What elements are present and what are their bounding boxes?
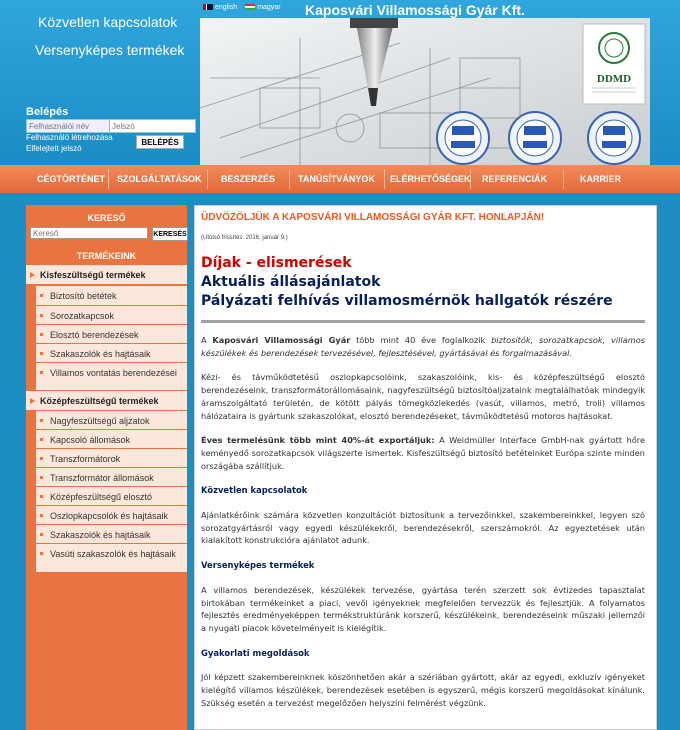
nav-company-history[interactable]: CÉGTÖRTÉNET xyxy=(37,174,106,184)
menu-item-terminal-blocks[interactable]: Sorozatkapcsok xyxy=(36,306,187,325)
competitive-paragraph: A villamos berendezések, készülékek tervezése, gyártása terén szerzett sok évtizedes tapasztalat birtokában termékeinket a piaci, vevői igényeknek megfelelően tervezzük és fejlesztjük. A folyamatos fejlesztés eredményeképpen termékstruktúránk korszerű, készülékeink, berendezéseink műszaki jellemzői a nyugati piacok követelményeit is kielégítik. xyxy=(201,584,645,633)
intro-text xyxy=(201,334,645,721)
main-nav xyxy=(0,165,680,193)
menu-item-fuses[interactable]: Biztosító betétek xyxy=(36,286,187,306)
tuv-seal-1 xyxy=(437,112,489,164)
nav-career[interactable]: KARRIER xyxy=(580,174,622,184)
jobs-link[interactable]: Aktuális állásajánlatok xyxy=(201,274,381,290)
certificate-image xyxy=(583,24,645,104)
register-link[interactable]: Felhasználó létrehozása xyxy=(26,133,113,142)
search-title: KERESŐ xyxy=(87,213,126,223)
practical-paragraph: Jól képzett szakembereinknek köszönhetően akár a szériában gyártott, akár az egyedi, exkluzív igényeket kielégítő villamos készülékek, berendezések esetében is egyszerű, mégis korszerű megoldásokat kínálunk. Szükség esetén a tervezést megelőzően helyszíni felmérést végzünk. xyxy=(201,672,645,708)
nav-separator xyxy=(108,169,109,189)
login-button[interactable]: BELÉPÉS xyxy=(136,135,184,149)
nav-separator xyxy=(384,169,385,189)
menu-item-mv-distribution[interactable]: Középfeszültségű elosztó xyxy=(36,487,187,506)
nav-separator xyxy=(289,169,290,189)
forgot-password-link[interactable]: Elfelejtett jelszó xyxy=(26,144,82,153)
menu-medium-voltage[interactable]: Középfeszültségű termékek xyxy=(26,391,187,411)
menu-item-distribution[interactable]: Elosztó berendezések xyxy=(36,325,187,344)
nav-references[interactable]: REFERENCIÁK xyxy=(482,174,548,184)
products-title: TERMÉKEINK xyxy=(76,251,137,261)
login-title: Belépés xyxy=(26,106,69,118)
lang-hungarian-link[interactable]: magyar xyxy=(245,4,280,11)
language-switcher xyxy=(203,4,281,11)
hungary-flag-icon xyxy=(245,4,255,10)
menu-item-railway-disconnectors[interactable]: Vasúti szakaszolók és hajtásaik xyxy=(36,544,187,573)
right-margin xyxy=(663,205,680,730)
company-name: Kaposvári Villamossági Gyár Kft. xyxy=(305,2,525,18)
left-sidebar xyxy=(26,205,187,730)
nav-separator xyxy=(207,169,208,189)
menu-item-mv-disconnectors[interactable]: Szakaszolók és hajtásaik xyxy=(36,525,187,544)
welcome-heading: ÜDVÖZÖLJÜK A KAPOSVÁRI VILLAMOSSÁGI GYÁR KFT. HONLAPJÁN! xyxy=(201,212,545,223)
nav-separator xyxy=(563,169,564,189)
competitive-heading: Versenyképes termékek xyxy=(201,560,315,571)
tuv-seal-2 xyxy=(509,112,561,164)
lang-english-link[interactable]: english xyxy=(203,4,237,11)
menu-item-transformers[interactable]: Transzformátorok xyxy=(36,449,187,468)
slogan-competitive: Versenyképes termékek xyxy=(35,42,185,58)
username-input[interactable] xyxy=(27,120,109,132)
menu-item-pole-switches[interactable]: Oszlopkapcsolók és hajtásaik xyxy=(36,506,187,525)
nav-services[interactable]: SZOLGÁLTATÁSOK xyxy=(117,174,202,184)
nav-certificates[interactable]: TANÚSÍTVÁNYOK xyxy=(298,174,375,184)
login-form xyxy=(26,119,196,133)
header xyxy=(0,0,680,165)
main-content xyxy=(194,205,657,730)
blueprint-pen-image xyxy=(200,18,650,165)
products-paragraph: Kézi- és távműködtetésű oszlopkapcsolóink, szakaszolóink, kis- és középfeszültségű elosztó berendezéseink, transzformátorállomásaink, nagyfeszültségű biztosítóaljzataink megtalálhatóak mindegyik áramszolgáltató területén, de kötött pályás tömegközlekedés (vasút, villamos, metró, troli) villamos hálózataira is gyártunk szakaszolókat, elosztó berendezéseket, távműködtetésű motoros hajtásokat. xyxy=(201,372,645,421)
menu-item-disconnectors[interactable]: Szakaszolók és hajtásaik xyxy=(36,344,187,363)
search-input[interactable] xyxy=(30,227,148,239)
nav-procurement[interactable]: BESZERZÉS xyxy=(221,174,276,184)
export-paragraph: Éves termelésünk több mint 40%-át exportáljuk: A Weidmüller Interface GmbH-nak gyártott hőre keményedő sorozatkapcsok világszerte ismertek. Kisfeszültségű biztosító betéteinket Európa szinte minden országába szállítjuk. xyxy=(201,435,645,471)
awards-link[interactable]: Díjak - elismerések xyxy=(201,255,352,271)
direct-heading: Közvetlen kapcsolatok xyxy=(201,485,308,496)
password-input[interactable] xyxy=(109,120,192,132)
divider xyxy=(201,320,645,323)
tuv-seal-3 xyxy=(588,112,640,164)
uk-flag-icon xyxy=(203,4,213,10)
menu-low-voltage[interactable]: Kisfeszültségű termékek xyxy=(26,265,187,285)
menu-item-hv-sockets[interactable]: Nagyfeszültségű aljzatok xyxy=(36,411,187,430)
direct-paragraph: Ajánlatkérőink számára közvetlen konzultációt biztosítunk a tervezőinkkel, szakembereinkkel, legyen szó sorozatgyártásról vagy egyedi készülékekről, berendezésekről, szerszámokról. Az egyeztetések után kialakított konstrukcióra ajánlatot adunk. xyxy=(201,510,645,546)
last-updated: (Utolsó frissítés: 2016. január 9.) xyxy=(201,235,288,241)
menu-item-transformer-stations[interactable]: Transzformátor állomások xyxy=(36,468,187,487)
intro-paragraph: A Kaposvári Villamossági Gyár több mint 40 éve foglalkozik biztosítók, sorozatkapcsok, villamos készülékek és berendezések tervezésével, fejlesztésével, gyártásával és forgalmazásával. xyxy=(201,335,645,358)
nav-contacts[interactable]: ELÉRHETŐSÉGEK xyxy=(390,174,471,184)
tender-link[interactable]: Pályázati felhívás villamosmérnök hallgatók részére xyxy=(201,293,613,309)
menu-item-switching-stations[interactable]: Kapcsoló állomások xyxy=(36,430,187,449)
menu-item-traction[interactable]: Villamos vontatás berendezései xyxy=(36,363,187,391)
nav-separator xyxy=(470,169,471,189)
header-photo xyxy=(200,18,650,165)
ddmd-text: DDMD xyxy=(596,73,632,85)
search-button[interactable]: KERESÉS xyxy=(152,227,188,241)
slogan-direct: Közvetlen kapcsolatok xyxy=(38,14,178,30)
practical-heading: Gyakorlati megoldások xyxy=(201,647,310,658)
